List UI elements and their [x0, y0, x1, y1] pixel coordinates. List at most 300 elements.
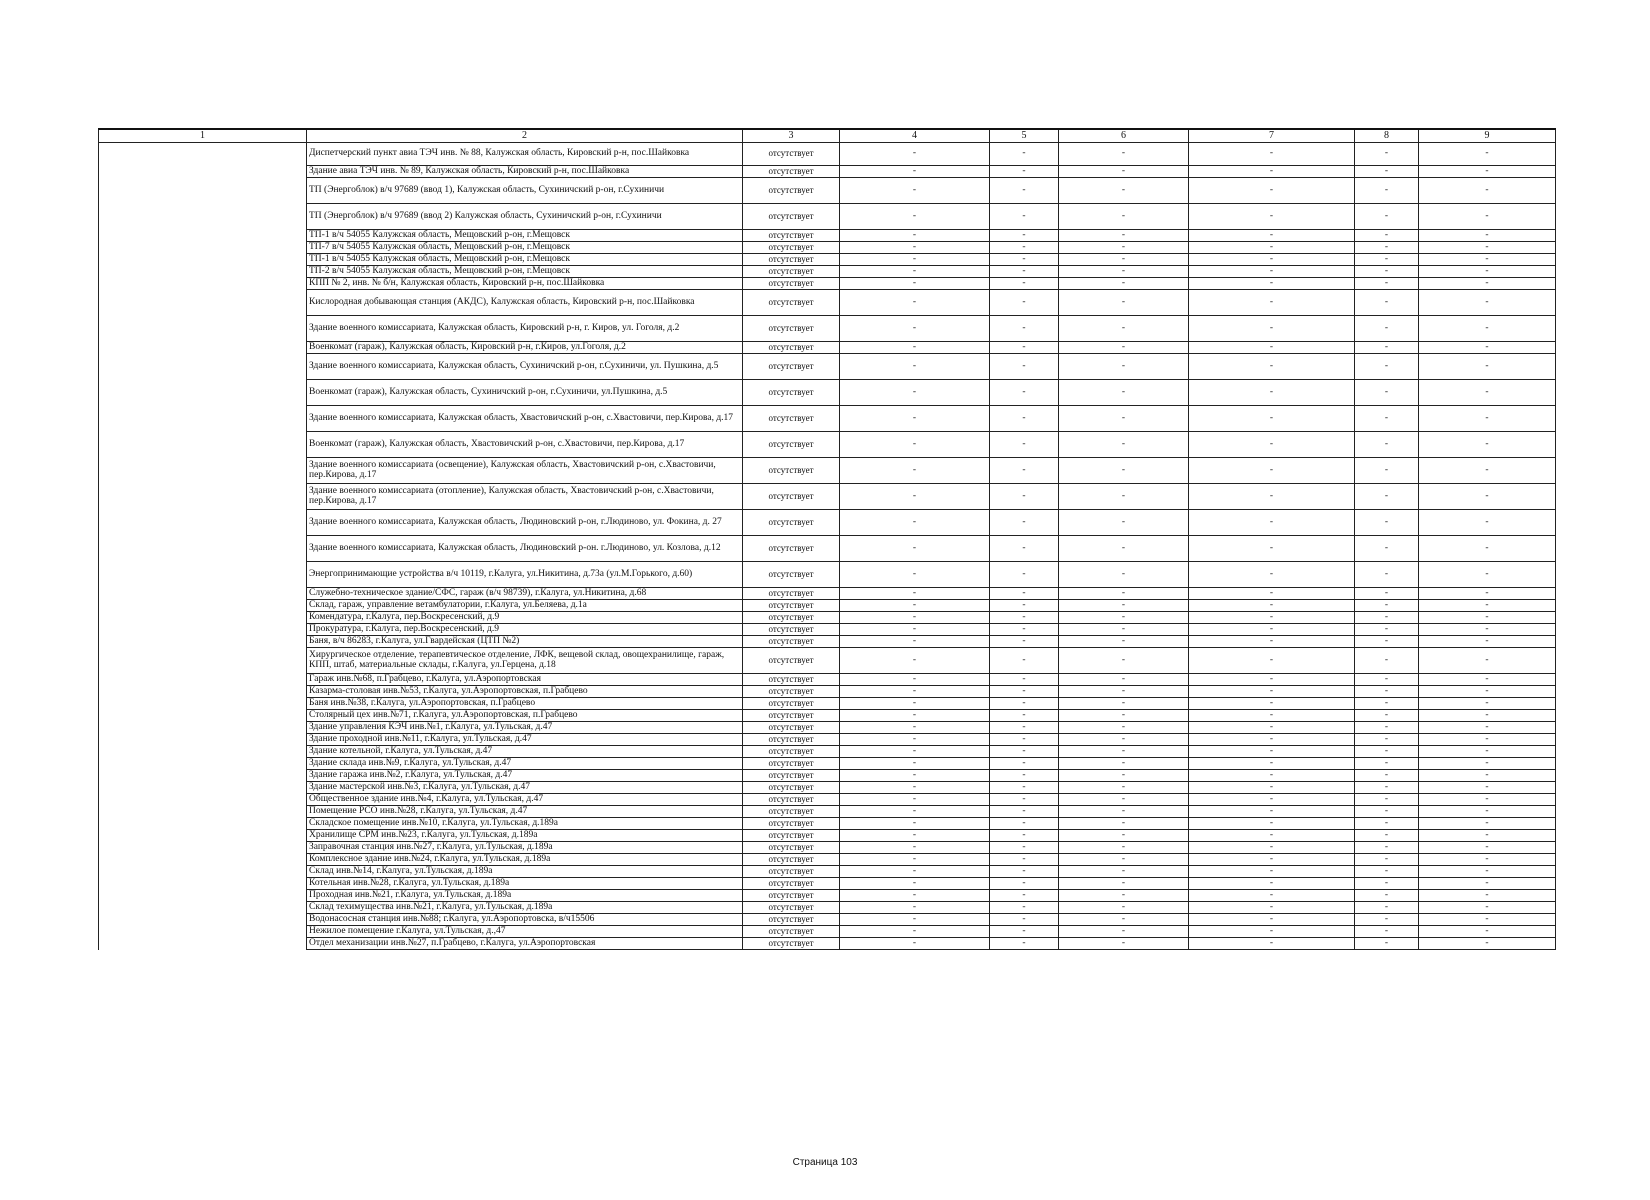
cell-object-name: Кислородная добывающая станция (АКДС), Калужская область, Кировский р-н, пос.Шайковка — [307, 290, 743, 316]
cell-object-name: Здание проходной инв.№11, г.Калуга, ул.Тульская, д.47 — [307, 734, 743, 746]
cell-col6: - — [1059, 890, 1189, 902]
cell-col6: - — [1059, 624, 1189, 636]
cell-col4: - — [840, 758, 990, 770]
cell-col5: - — [990, 316, 1059, 342]
cell-col1 — [99, 266, 307, 278]
table-row — [99, 890, 1556, 902]
cell-status: отсутствует — [743, 178, 840, 204]
cell-col7: - — [1189, 484, 1355, 510]
cell-col7: - — [1189, 890, 1355, 902]
cell-col4: - — [840, 770, 990, 782]
table-row — [99, 854, 1556, 866]
cell-col8: - — [1355, 484, 1419, 510]
cell-object-name: Гараж инв.№68, п.Грабцево, г.Калуга, ул.Аэропортовская — [307, 674, 743, 686]
cell-col7: - — [1189, 674, 1355, 686]
cell-object-name: Здание военного комиссариата (отопление), Калужская область, Хвастовичский р-он, с.Хвастовичи, пер.Кирова, д.17 — [307, 484, 743, 510]
cell-col6: - — [1059, 914, 1189, 926]
cell-col7: - — [1189, 230, 1355, 242]
table-row — [99, 166, 1556, 178]
cell-object-name: Столярный цех инв.№71, г.Калуга, ул.Аэропортовская, п.Грабцево — [307, 710, 743, 722]
cell-object-name: Общественное здание инв.№4, г.Калуга, ул.Тульская, д.47 — [307, 794, 743, 806]
cell-col1 — [99, 722, 307, 734]
table-row — [99, 734, 1556, 746]
table-row — [99, 432, 1556, 458]
cell-col4: - — [840, 854, 990, 866]
cell-object-name: Отдел механизации инв.№27, п.Грабцево, г.Калуга, ул.Аэропортовская — [307, 938, 743, 950]
cell-col6: - — [1059, 354, 1189, 380]
cell-col8: - — [1355, 794, 1419, 806]
table-row — [99, 600, 1556, 612]
cell-col1 — [99, 562, 307, 588]
cell-col9: - — [1419, 648, 1556, 674]
table-row — [99, 254, 1556, 266]
cell-col4: - — [840, 794, 990, 806]
cell-col7: - — [1189, 746, 1355, 758]
cell-col1 — [99, 746, 307, 758]
cell-object-name: Склад техимущества инв.№21, г.Калуга, ул.Тульская, д.189а — [307, 902, 743, 914]
cell-col4: - — [840, 674, 990, 686]
cell-col8: - — [1355, 354, 1419, 380]
cell-col1 — [99, 926, 307, 938]
cell-col9: - — [1419, 782, 1556, 794]
cell-col8: - — [1355, 510, 1419, 536]
cell-status: отсутствует — [743, 278, 840, 290]
cell-col8: - — [1355, 316, 1419, 342]
cell-status: отсутствует — [743, 354, 840, 380]
cell-col7: - — [1189, 178, 1355, 204]
cell-status: отсутствует — [743, 818, 840, 830]
cell-col8: - — [1355, 254, 1419, 266]
cell-col9: - — [1419, 914, 1556, 926]
cell-col1 — [99, 588, 307, 600]
cell-col1 — [99, 636, 307, 648]
cell-col6: - — [1059, 510, 1189, 536]
cell-col5: - — [990, 230, 1059, 242]
cell-status: отсутствует — [743, 806, 840, 818]
cell-col4: - — [840, 562, 990, 588]
table-row — [99, 612, 1556, 624]
table-row — [99, 143, 1556, 166]
cell-col9: - — [1419, 178, 1556, 204]
cell-object-name: ТП-1 в/ч 54055 Калужская область, Мещовский р-он, г.Мещовск — [307, 254, 743, 266]
cell-col5: - — [990, 890, 1059, 902]
cell-col4: - — [840, 710, 990, 722]
table-row — [99, 204, 1556, 230]
cell-col9: - — [1419, 230, 1556, 242]
cell-col4: - — [840, 926, 990, 938]
cell-col1 — [99, 510, 307, 536]
cell-col8: - — [1355, 782, 1419, 794]
cell-status: отсутствует — [743, 612, 840, 624]
cell-object-name: Склад инв.№14, г.Калуга, ул.Тульская, д.189а — [307, 866, 743, 878]
cell-status: отсутствует — [743, 710, 840, 722]
cell-status: отсутствует — [743, 686, 840, 698]
table-row — [99, 290, 1556, 316]
cell-col5: - — [990, 698, 1059, 710]
cell-col6: - — [1059, 674, 1189, 686]
cell-col4: - — [840, 600, 990, 612]
cell-status: отсутствует — [743, 562, 840, 588]
cell-col8: - — [1355, 866, 1419, 878]
cell-col6: - — [1059, 794, 1189, 806]
cell-col4: - — [840, 624, 990, 636]
cell-col7: - — [1189, 770, 1355, 782]
cell-object-name: Котельная инв.№28, г.Калуга, ул.Тульская, д.189а — [307, 878, 743, 890]
cell-col6: - — [1059, 698, 1189, 710]
cell-col6: - — [1059, 204, 1189, 230]
cell-col5: - — [990, 710, 1059, 722]
cell-col6: - — [1059, 458, 1189, 484]
cell-col7: - — [1189, 698, 1355, 710]
cell-col4: - — [840, 890, 990, 902]
cell-col9: - — [1419, 698, 1556, 710]
cell-col1 — [99, 710, 307, 722]
cell-status: отсутствует — [743, 600, 840, 612]
cell-col9: - — [1419, 204, 1556, 230]
cell-col8: - — [1355, 178, 1419, 204]
cell-col8: - — [1355, 458, 1419, 484]
cell-col6: - — [1059, 842, 1189, 854]
cell-col1 — [99, 902, 307, 914]
cell-col6: - — [1059, 242, 1189, 254]
cell-col5: - — [990, 458, 1059, 484]
table-row — [99, 866, 1556, 878]
cell-col4: - — [840, 612, 990, 624]
cell-status: отсутствует — [743, 510, 840, 536]
cell-col7: - — [1189, 806, 1355, 818]
cell-status: отсутствует — [743, 794, 840, 806]
cell-col7: - — [1189, 938, 1355, 950]
cell-col7: - — [1189, 266, 1355, 278]
cell-col4: - — [840, 143, 990, 166]
cell-col1 — [99, 290, 307, 316]
cell-col8: - — [1355, 562, 1419, 588]
cell-col8: - — [1355, 926, 1419, 938]
table-row — [99, 562, 1556, 588]
cell-col7: - — [1189, 612, 1355, 624]
cell-col7: - — [1189, 648, 1355, 674]
table-row — [99, 686, 1556, 698]
table-row — [99, 230, 1556, 242]
cell-status: отсутствует — [743, 770, 840, 782]
cell-status: отсутствует — [743, 230, 840, 242]
cell-object-name: Здание военного комиссариата, Калужская область, Кировский р-н, г. Киров, ул. Гоголя, д.2 — [307, 316, 743, 342]
cell-col9: - — [1419, 878, 1556, 890]
cell-col5: - — [990, 782, 1059, 794]
cell-col4: - — [840, 818, 990, 830]
cell-col5: - — [990, 636, 1059, 648]
cell-col6: - — [1059, 806, 1189, 818]
cell-col4: - — [840, 290, 990, 316]
cell-col7: - — [1189, 758, 1355, 770]
cell-status: отсутствует — [743, 890, 840, 902]
cell-col4: - — [840, 782, 990, 794]
table-row — [99, 266, 1556, 278]
cell-col5: - — [990, 878, 1059, 890]
cell-col4: - — [840, 698, 990, 710]
cell-col7: - — [1189, 636, 1355, 648]
cell-col6: - — [1059, 290, 1189, 316]
cell-col9: - — [1419, 636, 1556, 648]
cell-col9: - — [1419, 770, 1556, 782]
cell-object-name: Военкомат (гараж), Калужская область, Кировский р-н, г.Киров, ул.Гоголя, д.2 — [307, 342, 743, 354]
table-row — [99, 818, 1556, 830]
cell-col6: - — [1059, 316, 1189, 342]
cell-col8: - — [1355, 854, 1419, 866]
table-row — [99, 926, 1556, 938]
cell-object-name: Проходная инв.№21, г.Калуга, ул.Тульская, д.189а — [307, 890, 743, 902]
cell-col7: - — [1189, 710, 1355, 722]
table-row — [99, 698, 1556, 710]
cell-col1 — [99, 458, 307, 484]
cell-object-name: Баня, в/ч 86283, г.Калуга, ул.Гвардейская (ЦТП №2) — [307, 636, 743, 648]
cell-col5: - — [990, 674, 1059, 686]
cell-col1 — [99, 166, 307, 178]
cell-col4: - — [840, 484, 990, 510]
cell-col5: - — [990, 734, 1059, 746]
cell-status: отсутствует — [743, 204, 840, 230]
table-row — [99, 758, 1556, 770]
cell-col1 — [99, 758, 307, 770]
cell-col4: - — [840, 536, 990, 562]
cell-col5: - — [990, 818, 1059, 830]
table-row — [99, 278, 1556, 290]
cell-col8: - — [1355, 758, 1419, 770]
cell-status: отсутствует — [743, 878, 840, 890]
cell-col8: - — [1355, 734, 1419, 746]
cell-object-name: Водонасосная станция инв.№88; г.Калуга, ул.Аэропортовска, в/ч15506 — [307, 914, 743, 926]
cell-col1 — [99, 380, 307, 406]
cell-col8: - — [1355, 698, 1419, 710]
cell-col7: - — [1189, 242, 1355, 254]
cell-col8: - — [1355, 878, 1419, 890]
cell-col7: - — [1189, 878, 1355, 890]
cell-object-name: Склад, гараж, управление ветамбулатории, г.Калуга, ул.Беляева, д.1а — [307, 600, 743, 612]
cell-col8: - — [1355, 166, 1419, 178]
cell-status: отсутствует — [743, 926, 840, 938]
cell-col7: - — [1189, 782, 1355, 794]
cell-col5: - — [990, 536, 1059, 562]
cell-col5: - — [990, 254, 1059, 266]
cell-col6: - — [1059, 254, 1189, 266]
cell-object-name: Военкомат (гараж), Калужская область, Хвастовичский р-он, с.Хвастовичи, пер.Кирова, д.17 — [307, 432, 743, 458]
cell-col9: - — [1419, 588, 1556, 600]
cell-col4: - — [840, 866, 990, 878]
cell-col4: - — [840, 938, 990, 950]
cell-col6: - — [1059, 782, 1189, 794]
col-header-1: 1 — [99, 129, 307, 143]
cell-col7: - — [1189, 600, 1355, 612]
cell-col6: - — [1059, 818, 1189, 830]
cell-status: отсутствует — [743, 648, 840, 674]
cell-col6: - — [1059, 178, 1189, 204]
cell-col4: - — [840, 806, 990, 818]
col-header-5: 5 — [990, 129, 1059, 143]
cell-col8: - — [1355, 380, 1419, 406]
cell-status: отсутствует — [743, 734, 840, 746]
cell-col5: - — [990, 266, 1059, 278]
cell-col9: - — [1419, 242, 1556, 254]
cell-col6: - — [1059, 734, 1189, 746]
cell-col7: - — [1189, 342, 1355, 354]
cell-col8: - — [1355, 600, 1419, 612]
cell-col7: - — [1189, 842, 1355, 854]
col-header-3: 3 — [743, 129, 840, 143]
cell-col6: - — [1059, 166, 1189, 178]
cell-col7: - — [1189, 316, 1355, 342]
cell-col8: - — [1355, 432, 1419, 458]
cell-object-name: Здание склада инв.№9, г.Калуга, ул.Тульская, д.47 — [307, 758, 743, 770]
cell-col7: - — [1189, 818, 1355, 830]
cell-status: отсутствует — [743, 266, 840, 278]
cell-col1 — [99, 432, 307, 458]
cell-col5: - — [990, 926, 1059, 938]
cell-object-name: ТП (Энергоблок) в/ч 97689 (ввод 2) Калужская область, Сухиничский р-он, г.Сухиничи — [307, 204, 743, 230]
cell-col1 — [99, 242, 307, 254]
cell-col9: - — [1419, 316, 1556, 342]
cell-col4: - — [840, 204, 990, 230]
cell-col1 — [99, 342, 307, 354]
cell-object-name: Нежилое помещение г.Калуга, ул.Тульская, д.,47 — [307, 926, 743, 938]
cell-col6: - — [1059, 432, 1189, 458]
cell-col7: - — [1189, 278, 1355, 290]
cell-status: отсутствует — [743, 166, 840, 178]
cell-col9: - — [1419, 278, 1556, 290]
cell-col5: - — [990, 588, 1059, 600]
cell-object-name: Казарма-столовая инв.№53, г.Калуга, ул.Аэропортовская, п.Грабцево — [307, 686, 743, 698]
cell-col9: - — [1419, 710, 1556, 722]
cell-col8: - — [1355, 914, 1419, 926]
cell-object-name: Хранилище СРМ инв.№23, г.Калуга, ул.Тульская, д.189а — [307, 830, 743, 842]
cell-object-name: Складское помещение инв.№10, г.Калуга, ул.Тульская, д.189а — [307, 818, 743, 830]
cell-status: отсутствует — [743, 536, 840, 562]
cell-col9: - — [1419, 458, 1556, 484]
table-row — [99, 794, 1556, 806]
cell-col6: - — [1059, 902, 1189, 914]
cell-col9: - — [1419, 902, 1556, 914]
cell-col8: - — [1355, 230, 1419, 242]
cell-col7: - — [1189, 166, 1355, 178]
cell-col6: - — [1059, 770, 1189, 782]
cell-col6: - — [1059, 710, 1189, 722]
data-table — [98, 128, 1556, 950]
table-body — [99, 143, 1556, 950]
cell-col5: - — [990, 178, 1059, 204]
cell-col5: - — [990, 432, 1059, 458]
cell-col6: - — [1059, 758, 1189, 770]
col-header-2: 2 — [307, 129, 743, 143]
cell-col9: - — [1419, 854, 1556, 866]
col-header-9: 9 — [1419, 129, 1556, 143]
page-number: Страница 103 — [792, 1157, 858, 1168]
cell-col5: - — [990, 746, 1059, 758]
cell-col9: - — [1419, 432, 1556, 458]
cell-status: отсутствует — [743, 143, 840, 166]
cell-status: отсутствует — [743, 290, 840, 316]
cell-col5: - — [990, 484, 1059, 510]
cell-object-name: Здание военного комиссариата (освещение), Калужская область, Хвастовичский р-он, с.Хвастовичи, пер.Кирова, д.17 — [307, 458, 743, 484]
cell-col6: - — [1059, 230, 1189, 242]
cell-col8: - — [1355, 636, 1419, 648]
cell-status: отсутствует — [743, 938, 840, 950]
table-row — [99, 484, 1556, 510]
cell-col4: - — [840, 902, 990, 914]
cell-status: отсутствует — [743, 254, 840, 266]
cell-col8: - — [1355, 806, 1419, 818]
cell-col9: - — [1419, 612, 1556, 624]
table-row — [99, 722, 1556, 734]
cell-col5: - — [990, 624, 1059, 636]
cell-col4: - — [840, 510, 990, 536]
cell-col5: - — [990, 806, 1059, 818]
cell-object-name: Военкомат (гараж), Калужская область, Сухиничский р-он, г.Сухиничи, ул.Пушкина, д.5 — [307, 380, 743, 406]
cell-col1 — [99, 782, 307, 794]
cell-object-name: ТП-2 в/ч 54055 Калужская область, Мещовский р-он, г.Мещовск — [307, 266, 743, 278]
cell-col5: - — [990, 902, 1059, 914]
cell-col7: - — [1189, 866, 1355, 878]
cell-object-name: Здание мастерской инв.№3, г.Калуга, ул.Тульская, д.47 — [307, 782, 743, 794]
cell-status: отсутствует — [743, 902, 840, 914]
cell-object-name: Здание военного комиссариата, Калужская область, Сухиничский р-он, г.Сухиничи, ул. Пушкина, д.5 — [307, 354, 743, 380]
cell-col1 — [99, 536, 307, 562]
cell-col8: - — [1355, 722, 1419, 734]
cell-col5: - — [990, 722, 1059, 734]
cell-object-name: Энергопринимающие устройства в/ч 10119, г.Калуга, ул.Никитина, д.73а (ул.М.Горького, д.60) — [307, 562, 743, 588]
cell-col6: - — [1059, 266, 1189, 278]
cell-col6: - — [1059, 536, 1189, 562]
cell-col1 — [99, 770, 307, 782]
cell-status: отсутствует — [743, 380, 840, 406]
cell-col6: - — [1059, 830, 1189, 842]
header-row — [99, 129, 1556, 143]
cell-col6: - — [1059, 926, 1189, 938]
cell-col6: - — [1059, 588, 1189, 600]
cell-col7: - — [1189, 536, 1355, 562]
cell-col7: - — [1189, 722, 1355, 734]
cell-col8: - — [1355, 342, 1419, 354]
table-row — [99, 914, 1556, 926]
cell-col7: - — [1189, 830, 1355, 842]
cell-col8: - — [1355, 143, 1419, 166]
cell-col4: - — [840, 734, 990, 746]
cell-col9: - — [1419, 734, 1556, 746]
cell-col5: - — [990, 600, 1059, 612]
cell-col1 — [99, 354, 307, 380]
cell-col1 — [99, 143, 307, 166]
cell-col4: - — [840, 842, 990, 854]
cell-col6: - — [1059, 143, 1189, 166]
cell-col9: - — [1419, 926, 1556, 938]
cell-col4: - — [840, 278, 990, 290]
cell-col9: - — [1419, 866, 1556, 878]
cell-col5: - — [990, 794, 1059, 806]
cell-col4: - — [840, 914, 990, 926]
cell-status: отсутствует — [743, 758, 840, 770]
cell-status: отсутствует — [743, 746, 840, 758]
cell-col7: - — [1189, 588, 1355, 600]
cell-col7: - — [1189, 902, 1355, 914]
cell-object-name: Здание военного комиссариата, Калужская область, Людиновский р-он. г.Людиново, ул. Козлова, д.12 — [307, 536, 743, 562]
cell-col8: - — [1355, 674, 1419, 686]
cell-col6: - — [1059, 938, 1189, 950]
cell-col6: - — [1059, 278, 1189, 290]
cell-status: отсутствует — [743, 342, 840, 354]
cell-col9: - — [1419, 818, 1556, 830]
cell-col8: - — [1355, 842, 1419, 854]
cell-col1 — [99, 938, 307, 950]
cell-col4: - — [840, 722, 990, 734]
cell-col9: - — [1419, 758, 1556, 770]
